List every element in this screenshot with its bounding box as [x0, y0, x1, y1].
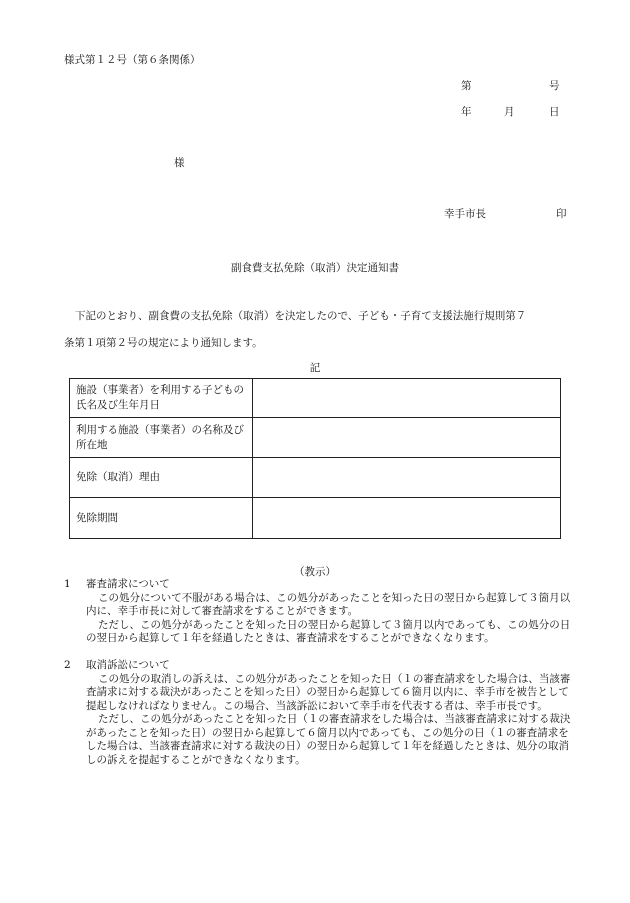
table-row-label: 免除期間: [70, 498, 253, 539]
date-day-label: 日: [549, 106, 560, 118]
table-row-label: 利用する施設（事業者）の名称及び所在地: [70, 418, 253, 458]
table-row-value: [253, 458, 561, 498]
notice-paragraph: この処分について不服がある場合は、この処分があったことを知った日の翌日から起算して３箇月以内に、幸手市長に対して審査請求をすることができます。: [86, 591, 571, 617]
notice-heading-text: 取消訴訟について: [86, 659, 170, 671]
notice-number: 2: [64, 659, 71, 671]
table-row-label: 施設（事業者）を利用する子どもの氏名及び生年月日: [70, 379, 253, 418]
date-month-label: 月: [504, 106, 515, 118]
table-row-value: [253, 498, 561, 539]
table-row: [70, 498, 561, 539]
notice-item-revocation-suit: [64, 659, 572, 767]
notice-item-review-request: [64, 578, 572, 646]
addressee-honorific: 様: [174, 157, 185, 169]
notice-paragraph: ただし、この処分があったことを知った日の翌日から起算して３箇月以内であっても、この処分の日の翌日から起算して１年を経過したときは、審査請求をすることができなくなります。: [86, 618, 571, 644]
notice-heading-text: 審査請求について: [86, 578, 170, 590]
notice-heading: [64, 578, 572, 592]
info-table: [69, 378, 561, 539]
notice-paragraph: この処分の取消しの訴えは、この処分があったことを知った日（１の審査請求をした場合は、当該審査請求に対する裁決があったことを知った日）の翌日から起算して６箇月以内に、幸手市を被告として提起しなければなりません。この場合、当該訴訟において幸手市を代表する者は、幸手市長です。: [86, 672, 571, 712]
table-row: [70, 458, 561, 498]
seal-mark: 印: [556, 208, 567, 220]
document-number-prefix: 第: [461, 80, 472, 92]
notice-paragraph: ただし、この処分があったことを知った日（１の審査請求をした場合は、当該審査請求に対する裁決があったことを知った日）の翌日から起算して６箇月以内であっても、この処分の日（１の審査請求をした場合は、当該審査請求に対する裁決の日）の翌日から起算して１年を経過したときは、処分の取消しの訴えを提起することができなくなります。: [86, 713, 571, 766]
body-text-line-2: 条第１項第２号の規定により通知します。: [64, 337, 263, 349]
document-number-suffix: 号: [549, 80, 560, 92]
kyoji-title: （教示）: [294, 566, 336, 578]
issuer-title: 幸手市長: [444, 208, 486, 220]
body-text-line-1: 下記のとおり、副食費の支払免除（取消）を決定したので、子ども・子育て支援法施行規則第７: [75, 310, 527, 322]
document-title: 副食費支払免除（取消）決定通知書: [231, 262, 399, 274]
table-row-value: [253, 418, 561, 458]
notice-heading: [64, 659, 572, 673]
table-row-value: [253, 379, 561, 418]
form-number: 様式第１２号（第６条関係）: [64, 54, 201, 66]
ki-label: 記: [309, 362, 321, 374]
table-row-label: 免除（取消）理由: [70, 458, 253, 498]
date-year-label: 年: [461, 106, 472, 118]
table-row: [70, 379, 561, 418]
notice-number: 1: [64, 578, 71, 590]
table-row: [70, 418, 561, 458]
